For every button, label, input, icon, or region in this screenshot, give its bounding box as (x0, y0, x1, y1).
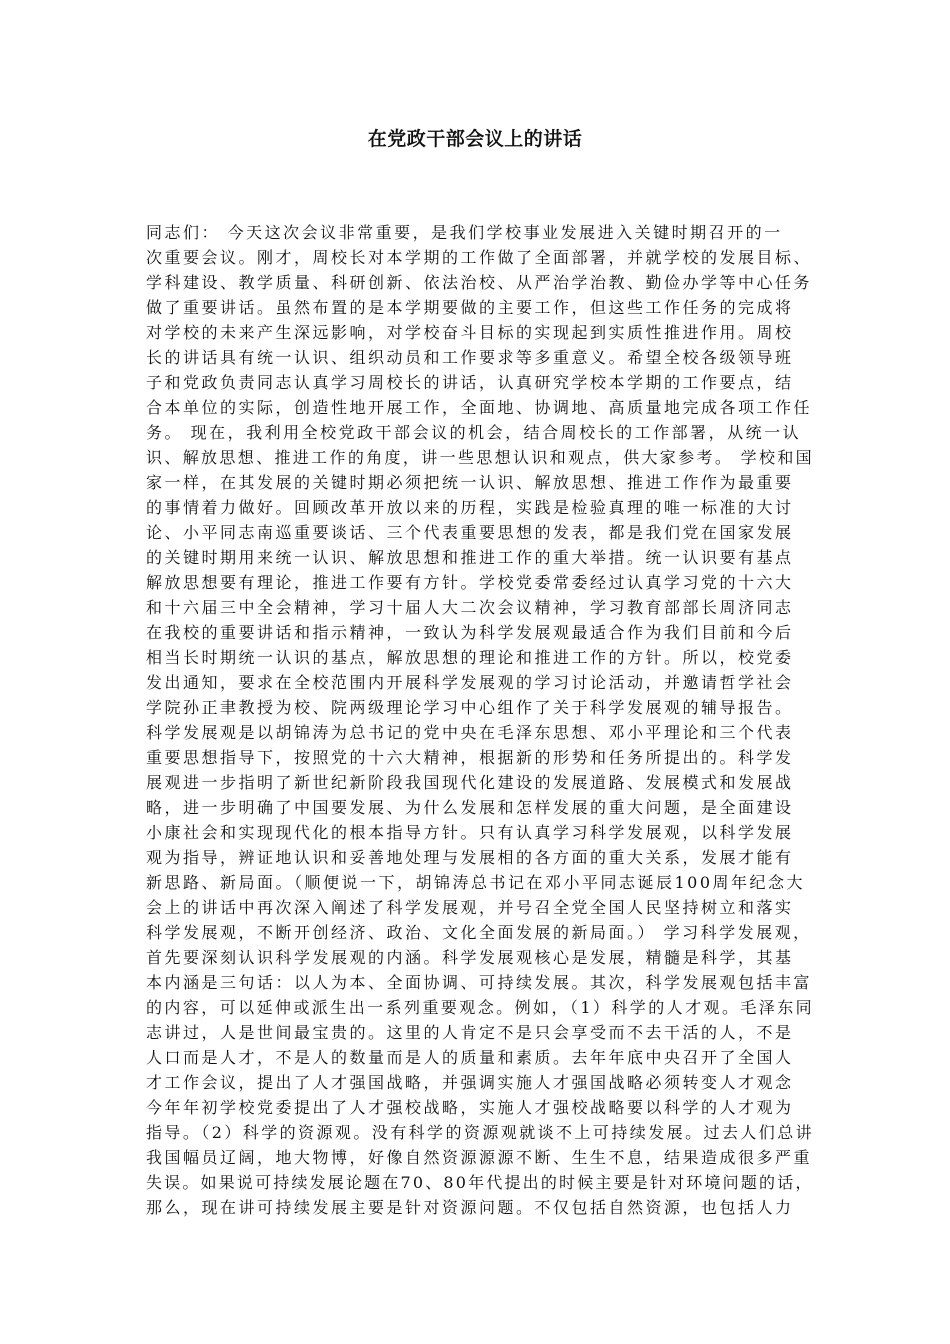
body-line: 长的讲话具有统一认识、组织动员和工作要求等多重意义。希望全校各级领导班 (146, 348, 794, 367)
body-line: 对学校的未来产生深远影响，对学校奋斗目标的实现起到实质性推进作用。周校 (146, 323, 794, 342)
body-line: 子和党政负责同志认真学习周校长的讲话，认真研究学校本学期的工作要点，结 (146, 373, 794, 392)
body-line: 指导。（2）科学的资源观。没有科学的资源观就谈不上可持续发展。过去人们总讲 (146, 1123, 814, 1142)
body-line: 才工作会议，提出了人才强国战略，并强调实施人才强国战略必须转变人才观念 (146, 1073, 794, 1092)
body-line: 发出通知，要求在全校范围内开展科学发展观的学习讨论活动，并邀请哲学社会 (146, 673, 794, 692)
body-line: 那么，现在讲可持续发展主要是针对资源问题。不仅包括自然资源，也包括人力 (146, 1198, 794, 1217)
body-line: 和十六届三中全会精神，学习十届人大二次会议精神，学习教育部部长周济同志 (146, 598, 794, 617)
body-line: 志讲过，人是世间最宝贵的。这里的人肯定不是只会享受而不去干活的人，不是 (146, 1023, 794, 1042)
body-line: 的内容，可以延伸或派生出一系列重要观念。例如，（1）科学的人才观。毛泽东同 (146, 998, 814, 1017)
body-line: 观为指导，辨证地认识和妥善地处理与发展相的各方面的重大关系，发展才能有 (146, 848, 794, 867)
body-line: 人口而是人才，不是人的数量而是人的质量和素质。去年年底中央召开了全国人 (146, 1048, 794, 1067)
body-line: 会上的讲话中再次深入阐述了科学发展观，并号召全党全国人民坚持树立和落实 (146, 898, 794, 917)
document-body (146, 220, 814, 1220)
document-title: 在党政干部会议上的讲话 (367, 128, 583, 150)
body-line: 的关键时期用来统一认识、解放思想和推进工作的重大举措。统一认识要有基点 (146, 548, 794, 567)
body-line: 论、小平同志南巡重要谈话、三个代表重要思想的发表，都是我们党在国家发展 (146, 523, 794, 542)
body-line: 解放思想要有理论，推进工作要有方针。学校党委常委经过认真学习党的十六大 (146, 573, 794, 592)
body-line: 本内涵是三句话：以人为本、全面协调、可持续发展。其次，科学发展观包括丰富 (146, 973, 813, 992)
body-line: 务。 现在，我利用全校党政干部会议的机会，结合周校长的工作部署，从统一认 (146, 423, 802, 442)
body-line: 家一样，在其发展的关键时期必须把统一认识、解放思想、推进工作作为最重要 (146, 473, 794, 492)
body-line: 失误。如果说可持续发展论题在70、80年代提出的时候主要是针对环境问题的话， (146, 1173, 814, 1192)
body-line: 合本单位的实际，创造性地开展工作，全面地、协调地、高质量地完成各项工作任 (146, 398, 813, 417)
body-line: 首先要深刻认识科学发展观的内涵。科学发展观核心是发展，精髓是科学，其基 (146, 948, 794, 967)
body-line: 相当长时期统一认识的基点，解放思想的理论和推进工作的方针。所以，校党委 (146, 648, 794, 667)
body-line: 略，进一步明确了中国要发展、为什么发展和怎样发展的重大问题，是全面建设 (146, 798, 794, 817)
body-line: 学科建设、教学质量、科研创新、依法治校、从严治学治教、勤俭办学等中心任务 (146, 273, 813, 292)
body-line: 在我校的重要讲话和指示精神，一致认为科学发展观最适合作为我们目前和今后 (146, 623, 794, 642)
body-line: 学院孙正聿教授为校、院两级理论学习中心组作了关于科学发展观的辅导报告。 (146, 698, 794, 717)
body-line: 同志们： 今天这次会议非常重要，是我们学校事业发展进入关键时期召开的一 (146, 223, 783, 242)
body-line: 今年年初学校党委提出了人才强校战略，实施人才强校战略要以科学的人才观为 (146, 1098, 794, 1117)
body-line: 小康社会和实现现代化的根本指导方针。只有认真学习科学发展观，以科学发展 (146, 823, 794, 842)
body-line: 次重要会议。刚才，周校长对本学期的工作做了全面部署，并就学校的发展目标、 (146, 248, 813, 267)
body-line: 科学发展观是以胡锦涛为总书记的党中央在毛泽东思想、邓小平理论和三个代表 (146, 723, 794, 742)
body-line: 做了重要讲话。虽然布置的是本学期要做的主要工作，但这些工作任务的完成将 (146, 298, 794, 317)
body-line: 新思路、新局面。（顺便说一下，胡锦涛总书记在邓小平同志诞辰100周年纪念大 (146, 873, 806, 892)
body-line: 我国幅员辽阔，地大物博，好像自然资源源源不断、生生不息，结果造成很多严重 (146, 1148, 813, 1167)
body-line: 重要思想指导下，按照党的十六大精神，根据新的形势和任务所提出的。科学发 (146, 748, 794, 767)
body-line: 展观进一步指明了新世纪新阶段我国现代化建设的发展道路、发展模式和发展战 (146, 773, 794, 792)
body-line: 识、解放思想、推进工作的角度，讲一些思想认识和观点，供大家参考。 学校和国 (146, 448, 814, 467)
body-line: 科学发展观，不断开创经济、政治、文化全面发展的新局面。） 学习科学发展观， (146, 923, 812, 942)
body-line: 的事情着力做好。回顾改革开放以来的历程，实践是检验真理的唯一标准的大讨 (146, 498, 794, 517)
